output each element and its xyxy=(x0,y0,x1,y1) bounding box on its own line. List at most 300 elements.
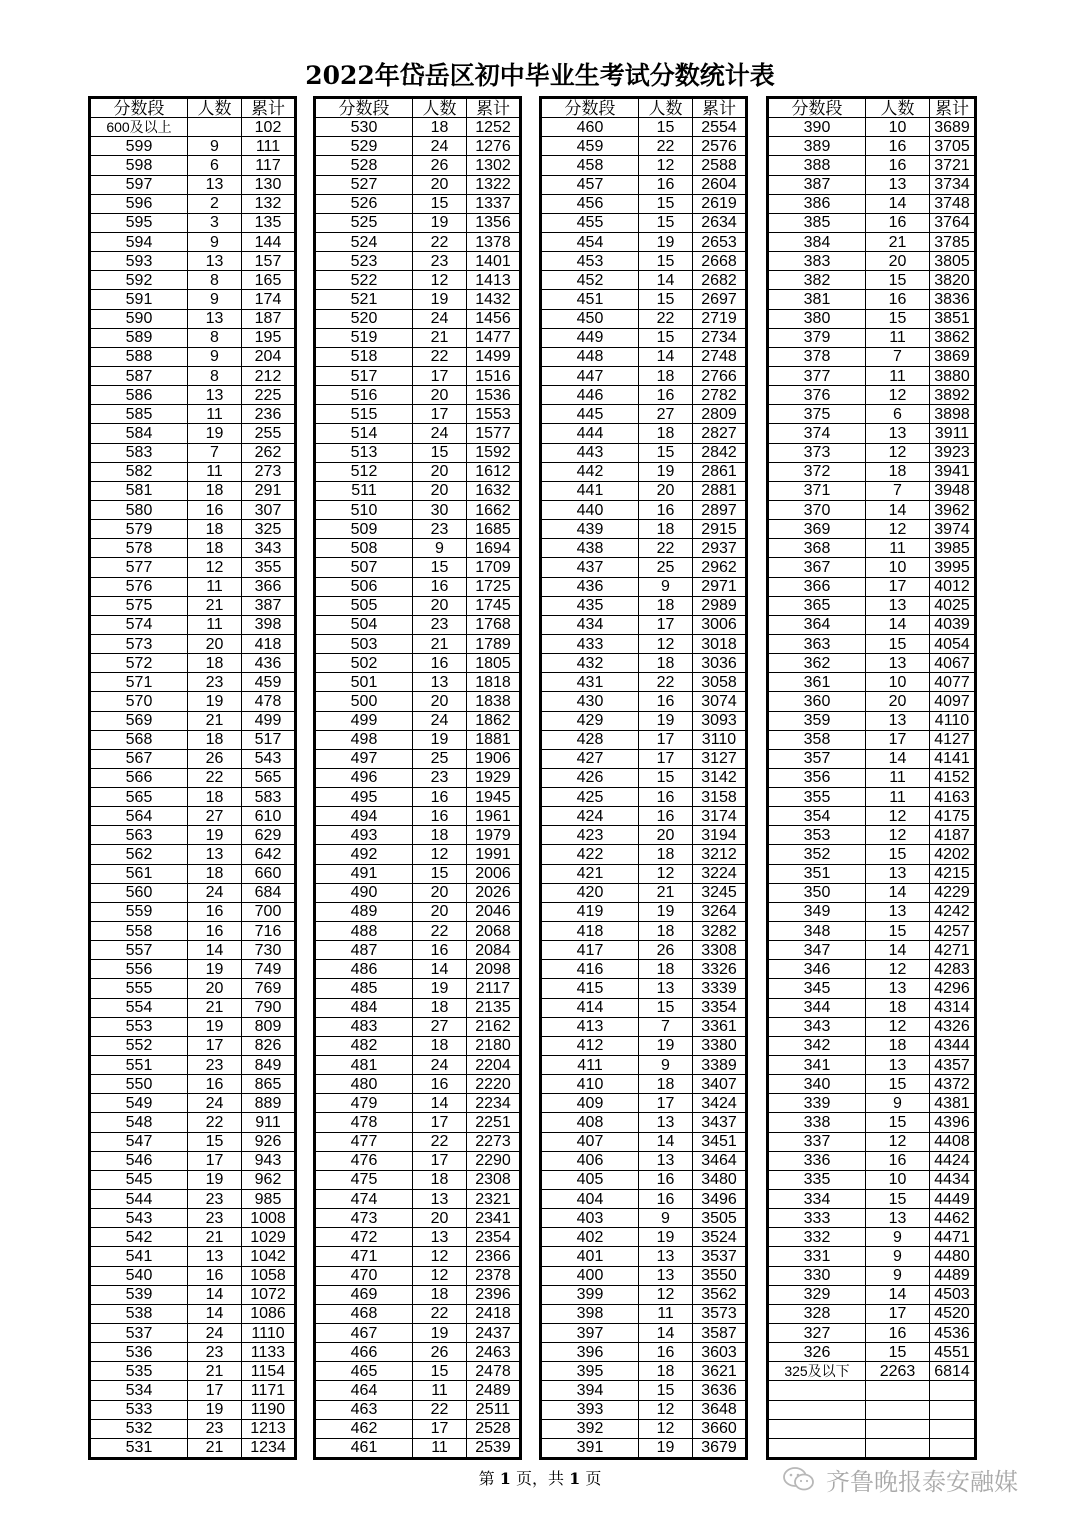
cell-score-range: 459 xyxy=(541,137,639,156)
table-row xyxy=(315,558,521,577)
score-table-2 xyxy=(313,96,522,1460)
cell-score-range: 443 xyxy=(541,443,639,462)
table-row xyxy=(541,1036,747,1055)
cell-cumulative: 826 xyxy=(242,1036,296,1055)
cell-count: 19 xyxy=(413,1324,467,1343)
table-row xyxy=(90,922,296,941)
table-row xyxy=(768,1113,976,1132)
cell-score-range: 352 xyxy=(768,845,866,864)
cell-cumulative: 3380 xyxy=(693,1036,747,1055)
cell-count: 16 xyxy=(413,577,467,596)
table-row xyxy=(90,1400,296,1419)
table-row xyxy=(90,1304,296,1323)
table-row xyxy=(541,175,747,194)
cell-count: 17 xyxy=(413,1151,467,1170)
table-row xyxy=(90,1017,296,1036)
cell-count: 11 xyxy=(188,405,242,424)
table-row xyxy=(768,1285,976,1304)
table-row xyxy=(90,137,296,156)
cell-score-range: 533 xyxy=(90,1400,188,1419)
cell-score-range: 328 xyxy=(768,1304,866,1323)
cell-count: 20 xyxy=(413,883,467,902)
cell-count: 20 xyxy=(413,386,467,405)
cell-count: 10 xyxy=(866,673,930,692)
cell-cumulative: 4271 xyxy=(930,941,976,960)
table-row xyxy=(768,1362,976,1381)
table-row xyxy=(541,1400,747,1419)
table-row xyxy=(315,1170,521,1189)
cell-cumulative: 111 xyxy=(242,137,296,156)
cell-count: 16 xyxy=(188,902,242,921)
table-row xyxy=(315,309,521,328)
cell-score-range: 490 xyxy=(315,883,413,902)
cell-score-range: 341 xyxy=(768,1056,866,1075)
table-row xyxy=(315,1228,521,1247)
cell-cumulative: 700 xyxy=(242,902,296,921)
cell-cumulative: 3603 xyxy=(693,1343,747,1362)
cell-count: 16 xyxy=(866,1151,930,1170)
cell-cumulative: 2162 xyxy=(467,1017,521,1036)
cell-count: 26 xyxy=(413,156,467,175)
cell-count: 11 xyxy=(866,768,930,787)
score-table-1 xyxy=(88,96,297,1460)
cell-count xyxy=(866,1381,930,1400)
table-row xyxy=(768,1036,976,1055)
cell-cumulative: 130 xyxy=(242,175,296,194)
table-row xyxy=(90,596,296,615)
cell-count: 17 xyxy=(866,1304,930,1323)
cell-score-range: 584 xyxy=(90,424,188,443)
cell-cumulative: 2682 xyxy=(693,271,747,290)
table-row xyxy=(541,271,747,290)
cell-count: 18 xyxy=(639,424,693,443)
cell-score-range: 479 xyxy=(315,1094,413,1113)
cell-cumulative: 4229 xyxy=(930,883,976,902)
table-row xyxy=(90,213,296,232)
cell-score-range: 530 xyxy=(315,118,413,137)
cell-score-range: 477 xyxy=(315,1132,413,1151)
cell-score-range: 426 xyxy=(541,768,639,787)
cell-score-range: 339 xyxy=(768,1094,866,1113)
cell-count: 23 xyxy=(413,615,467,634)
cell-score-range: 465 xyxy=(315,1362,413,1381)
cell-count: 8 xyxy=(188,271,242,290)
cell-count: 22 xyxy=(413,347,467,366)
cell-count: 15 xyxy=(866,922,930,941)
cell-count: 12 xyxy=(866,386,930,405)
cell-count: 23 xyxy=(188,673,242,692)
cell-score-range: 422 xyxy=(541,845,639,864)
cell-cumulative: 255 xyxy=(242,424,296,443)
cell-score-range: 545 xyxy=(90,1170,188,1189)
table-row xyxy=(90,1362,296,1381)
cell-cumulative: 3451 xyxy=(693,1132,747,1151)
cell-count: 11 xyxy=(866,366,930,385)
cell-count: 18 xyxy=(188,654,242,673)
cell-count: 15 xyxy=(639,328,693,347)
cell-count: 9 xyxy=(188,137,242,156)
cell-score-range: 425 xyxy=(541,788,639,807)
cell-cumulative: 4097 xyxy=(930,692,976,711)
cell-score-range: 390 xyxy=(768,118,866,137)
cell-score-range: 569 xyxy=(90,711,188,730)
cell-count: 16 xyxy=(639,175,693,194)
cell-count: 15 xyxy=(639,290,693,309)
table-row xyxy=(541,1075,747,1094)
cell-cumulative: 583 xyxy=(242,788,296,807)
cell-count: 21 xyxy=(413,328,467,347)
cell-count: 15 xyxy=(413,1362,467,1381)
cell-cumulative: 2897 xyxy=(693,500,747,519)
footer-page-number: 1 xyxy=(499,1469,511,1488)
table-row xyxy=(315,1381,521,1400)
cell-cumulative xyxy=(930,1381,976,1400)
cell-count: 17 xyxy=(413,366,467,385)
table-row xyxy=(768,232,976,251)
table-row xyxy=(315,328,521,347)
cell-cumulative: 2378 xyxy=(467,1266,521,1285)
table-row xyxy=(315,1266,521,1285)
table-row xyxy=(541,1266,747,1285)
cell-score-range: 375 xyxy=(768,405,866,424)
cell-score-range: 461 xyxy=(315,1438,413,1458)
cell-cumulative: 3264 xyxy=(693,902,747,921)
table-row xyxy=(315,539,521,558)
table-row xyxy=(315,1438,521,1458)
table-row xyxy=(315,137,521,156)
cell-cumulative: 2273 xyxy=(467,1132,521,1151)
cell-cumulative: 3941 xyxy=(930,462,976,481)
cell-cumulative: 4025 xyxy=(930,596,976,615)
table-row xyxy=(768,462,976,481)
table-header-row xyxy=(768,98,976,118)
table-row xyxy=(315,979,521,998)
cell-score-range: 411 xyxy=(541,1056,639,1075)
cell-count: 11 xyxy=(413,1381,467,1400)
footer-middle: 页，共 xyxy=(510,1469,570,1488)
cell-score-range: 374 xyxy=(768,424,866,443)
table-row xyxy=(315,960,521,979)
table-row xyxy=(315,902,521,921)
table-row xyxy=(90,118,296,137)
table-row xyxy=(90,788,296,807)
cell-cumulative: 3505 xyxy=(693,1209,747,1228)
cell-cumulative: 3892 xyxy=(930,386,976,405)
table-row xyxy=(90,1170,296,1189)
cell-score-range: 447 xyxy=(541,366,639,385)
cell-count: 18 xyxy=(188,539,242,558)
cell-score-range: 559 xyxy=(90,902,188,921)
table-row xyxy=(315,1056,521,1075)
cell-count: 17 xyxy=(866,730,930,749)
footer-page-total: 1 xyxy=(569,1469,581,1488)
cell-score-range: 475 xyxy=(315,1170,413,1189)
table-row xyxy=(315,864,521,883)
table-row xyxy=(90,1438,296,1458)
table-row xyxy=(90,730,296,749)
cell-score-range: 550 xyxy=(90,1075,188,1094)
cell-cumulative: 1252 xyxy=(467,118,521,137)
cell-count: 24 xyxy=(413,711,467,730)
table-row xyxy=(768,500,976,519)
table-row xyxy=(768,175,976,194)
cell-count: 14 xyxy=(413,1094,467,1113)
cell-score-range: 531 xyxy=(90,1438,188,1458)
table-row xyxy=(768,1343,976,1362)
cell-count: 11 xyxy=(866,328,930,347)
cell-score-range: 400 xyxy=(541,1266,639,1285)
cell-count: 15 xyxy=(639,194,693,213)
cell-cumulative: 2697 xyxy=(693,290,747,309)
cell-score-range: 424 xyxy=(541,807,639,826)
cell-score-range: 369 xyxy=(768,520,866,539)
table-header-row xyxy=(90,98,296,118)
table-row xyxy=(541,539,747,558)
cell-score-range: 333 xyxy=(768,1209,866,1228)
cell-score-range: 455 xyxy=(541,213,639,232)
table-row xyxy=(541,1056,747,1075)
cell-cumulative: 478 xyxy=(242,692,296,711)
cell-cumulative: 1592 xyxy=(467,443,521,462)
cell-score-range: 546 xyxy=(90,1151,188,1170)
cell-cumulative: 1991 xyxy=(467,845,521,864)
cell-cumulative: 1456 xyxy=(467,309,521,328)
cell-count: 12 xyxy=(413,1266,467,1285)
table-row xyxy=(90,768,296,787)
cell-score-range: 585 xyxy=(90,405,188,424)
cell-cumulative: 4141 xyxy=(930,749,976,768)
cell-count: 13 xyxy=(413,1228,467,1247)
cell-cumulative: 1945 xyxy=(467,788,521,807)
cell-count: 13 xyxy=(866,864,930,883)
table-row xyxy=(768,998,976,1017)
cell-count: 18 xyxy=(413,1036,467,1055)
table-row xyxy=(90,634,296,653)
cell-score-range: 364 xyxy=(768,615,866,634)
cell-score-range: 398 xyxy=(541,1304,639,1323)
cell-score-range: 506 xyxy=(315,577,413,596)
cell-count: 15 xyxy=(866,1190,930,1209)
cell-score-range: 360 xyxy=(768,692,866,711)
cell-cumulative: 1536 xyxy=(467,386,521,405)
cell-count: 15 xyxy=(188,1132,242,1151)
cell-score-range: 469 xyxy=(315,1285,413,1304)
cell-count: 17 xyxy=(639,615,693,634)
header-cumulative: 累计 xyxy=(467,98,521,118)
table-row xyxy=(315,290,521,309)
score-table-3 xyxy=(539,96,748,1460)
table-row xyxy=(768,386,976,405)
header-score-range: 分数段 xyxy=(315,98,413,118)
cell-score-range: 408 xyxy=(541,1113,639,1132)
cell-count: 14 xyxy=(866,500,930,519)
cell-cumulative: 2180 xyxy=(467,1036,521,1055)
cell-count: 15 xyxy=(866,271,930,290)
cell-count: 23 xyxy=(413,520,467,539)
cell-count: 15 xyxy=(639,768,693,787)
cell-score-range: 456 xyxy=(541,194,639,213)
cell-count: 11 xyxy=(866,539,930,558)
cell-cumulative: 3142 xyxy=(693,768,747,787)
cell-count xyxy=(866,1419,930,1438)
cell-score-range: 473 xyxy=(315,1209,413,1228)
cell-cumulative: 2321 xyxy=(467,1190,521,1209)
cell-cumulative: 1577 xyxy=(467,424,521,443)
cell-cumulative: 2668 xyxy=(693,252,747,271)
cell-cumulative: 4480 xyxy=(930,1247,976,1266)
cell-count: 16 xyxy=(413,1075,467,1094)
cell-count: 16 xyxy=(639,1343,693,1362)
cell-count: 22 xyxy=(413,1132,467,1151)
cell-count: 19 xyxy=(413,730,467,749)
table-row xyxy=(768,577,976,596)
table-row xyxy=(315,1017,521,1036)
cell-score-range: 597 xyxy=(90,175,188,194)
cell-score-range: 399 xyxy=(541,1285,639,1304)
cell-count: 18 xyxy=(639,366,693,385)
table-row xyxy=(541,462,747,481)
cell-score-range: 526 xyxy=(315,194,413,213)
table-row xyxy=(90,1132,296,1151)
cell-count: 17 xyxy=(639,1094,693,1113)
table-row xyxy=(541,500,747,519)
cell-cumulative: 4344 xyxy=(930,1036,976,1055)
table-row xyxy=(315,1285,521,1304)
table-row xyxy=(90,481,296,500)
cell-cumulative: 157 xyxy=(242,252,296,271)
table-row xyxy=(90,749,296,768)
table-row xyxy=(541,1209,747,1228)
cell-score-range: 599 xyxy=(90,137,188,156)
table-row xyxy=(768,347,976,366)
cell-score-range: 349 xyxy=(768,902,866,921)
cell-count: 25 xyxy=(413,749,467,768)
cell-score-range: 532 xyxy=(90,1419,188,1438)
table-row xyxy=(768,137,976,156)
table-row xyxy=(90,232,296,251)
cell-cumulative: 3962 xyxy=(930,500,976,519)
cell-count: 18 xyxy=(413,826,467,845)
cell-cumulative: 3245 xyxy=(693,883,747,902)
cell-count: 13 xyxy=(188,1247,242,1266)
cell-count: 12 xyxy=(413,271,467,290)
cell-count xyxy=(866,1438,930,1458)
cell-cumulative: 3562 xyxy=(693,1285,747,1304)
table-row xyxy=(541,347,747,366)
cell-cumulative: 1929 xyxy=(467,768,521,787)
cell-count: 14 xyxy=(188,1285,242,1304)
cell-cumulative: 4314 xyxy=(930,998,976,1017)
table-row xyxy=(90,252,296,271)
cell-score-range: 592 xyxy=(90,271,188,290)
cell-cumulative: 2204 xyxy=(467,1056,521,1075)
cell-cumulative: 102 xyxy=(242,118,296,137)
cell-score-range: 578 xyxy=(90,539,188,558)
table-row xyxy=(768,481,976,500)
cell-count: 16 xyxy=(413,807,467,826)
table-row xyxy=(768,902,976,921)
cell-count: 19 xyxy=(639,711,693,730)
cell-count: 15 xyxy=(639,443,693,462)
table-row xyxy=(315,156,521,175)
cell-count: 18 xyxy=(413,998,467,1017)
cell-score-range: 579 xyxy=(90,520,188,539)
cell-cumulative: 3836 xyxy=(930,290,976,309)
cell-score-range: 451 xyxy=(541,290,639,309)
cell-score-range: 500 xyxy=(315,692,413,711)
table-row xyxy=(541,998,747,1017)
cell-score-range: 416 xyxy=(541,960,639,979)
table-row xyxy=(768,1132,976,1151)
cell-count: 17 xyxy=(866,577,930,596)
cell-cumulative: 2809 xyxy=(693,405,747,424)
cell-count: 10 xyxy=(866,558,930,577)
cell-count: 12 xyxy=(639,156,693,175)
cell-count: 13 xyxy=(639,1247,693,1266)
cell-cumulative: 144 xyxy=(242,232,296,251)
cell-score-range: 574 xyxy=(90,615,188,634)
cell-score-range: 524 xyxy=(315,232,413,251)
cell-count: 22 xyxy=(188,1113,242,1132)
cell-score-range: 472 xyxy=(315,1228,413,1247)
cell-score-range: 519 xyxy=(315,328,413,347)
cell-count: 13 xyxy=(188,845,242,864)
cell-score-range: 496 xyxy=(315,768,413,787)
cell-count: 24 xyxy=(188,1324,242,1343)
cell-cumulative: 943 xyxy=(242,1151,296,1170)
cell-score-range: 568 xyxy=(90,730,188,749)
cell-score-range: 467 xyxy=(315,1324,413,1343)
cell-cumulative: 642 xyxy=(242,845,296,864)
cell-cumulative: 4381 xyxy=(930,1094,976,1113)
cell-score-range: 523 xyxy=(315,252,413,271)
cell-count: 16 xyxy=(639,386,693,405)
cell-count: 19 xyxy=(639,1036,693,1055)
cell-count: 20 xyxy=(413,175,467,194)
cell-count: 3 xyxy=(188,213,242,232)
cell-cumulative: 1553 xyxy=(467,405,521,424)
cell-count: 15 xyxy=(866,309,930,328)
cell-count: 18 xyxy=(413,1170,467,1189)
cell-score-range: 492 xyxy=(315,845,413,864)
table-row xyxy=(768,118,976,137)
cell-score-range: 350 xyxy=(768,883,866,902)
table-row xyxy=(315,1362,521,1381)
cell-count: 6 xyxy=(188,156,242,175)
cell-count: 19 xyxy=(639,1228,693,1247)
table-row xyxy=(90,366,296,385)
cell-count: 14 xyxy=(866,615,930,634)
cell-cumulative: 849 xyxy=(242,1056,296,1075)
cell-score-range: 334 xyxy=(768,1190,866,1209)
cell-count: 22 xyxy=(639,539,693,558)
cell-score-range: 376 xyxy=(768,386,866,405)
table-row xyxy=(541,979,747,998)
cell-cumulative: 2084 xyxy=(467,941,521,960)
cell-count: 9 xyxy=(639,577,693,596)
table-row xyxy=(90,960,296,979)
cell-cumulative: 187 xyxy=(242,309,296,328)
cell-score-range: 356 xyxy=(768,768,866,787)
cell-count: 20 xyxy=(413,481,467,500)
cell-count: 7 xyxy=(188,443,242,462)
cell-cumulative: 4520 xyxy=(930,1304,976,1323)
cell-cumulative: 2937 xyxy=(693,539,747,558)
cell-count: 17 xyxy=(639,730,693,749)
cell-cumulative: 3748 xyxy=(930,194,976,213)
cell-score-range: 464 xyxy=(315,1381,413,1400)
cell-score-range: 594 xyxy=(90,232,188,251)
